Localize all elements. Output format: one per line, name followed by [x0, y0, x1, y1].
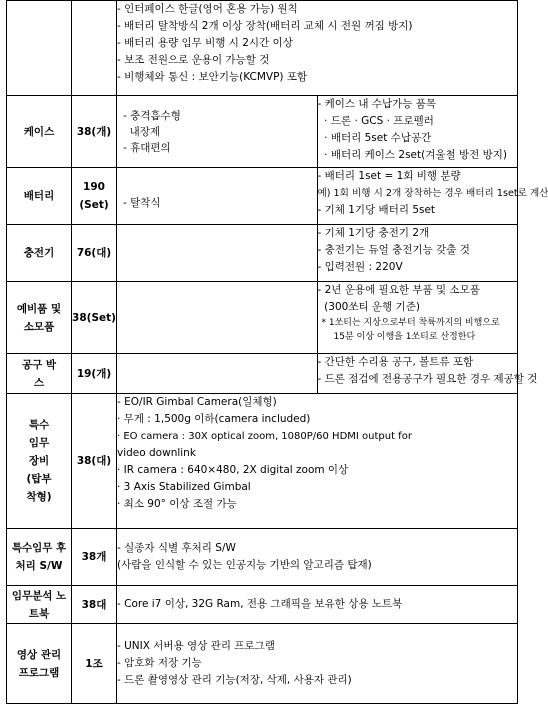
requirements-cell	[317, 282, 518, 354]
requirement-line: · 최소 90° 이상 조절 가능	[117, 498, 237, 510]
feature-line: - 충격흡수형	[123, 109, 181, 122]
requirements-cell	[317, 96, 518, 168]
requirement-line: - 보조 전원으로 운용이 가능할 것	[117, 54, 270, 66]
requirement-line: · 배터리 케이스 2set(겨울철 방전 방지)	[317, 149, 507, 161]
table-row-general	[7, 1, 518, 96]
feature-cell	[117, 96, 318, 168]
requirement-line: - 기체 1기당 배터리 5set	[317, 204, 436, 216]
item-name-cell: 특수임무 후처리 S/W	[7, 529, 72, 586]
requirements-cell	[117, 624, 518, 704]
quantity-cell: 38(대)	[72, 394, 117, 529]
requirements-cell	[117, 586, 518, 624]
requirement-line: 예) 1회 비행 시 2개 장착하는 경우 배터리 1set로 계산	[317, 188, 548, 199]
footnote-line: * 1쏘티는 지상으로부터 착륙까지의 비행으로	[321, 318, 500, 328]
requirement-line: (300쏘티 운행 기준)	[317, 301, 420, 313]
quantity-cell	[72, 1, 117, 96]
requirement-line: - 충전기는 듀얼 충전기능 갖출 것	[317, 244, 470, 256]
requirement-line: - 배터리 탈착방식 2개 이상 장착(배터리 교체 시 전원 꺼짐 방지)	[117, 20, 413, 32]
requirements-cell	[117, 394, 518, 529]
item-name-cell: 예비품 및 소모품	[7, 282, 72, 354]
item-name-cell: 충전기	[7, 225, 72, 282]
feature-line: 내장제	[123, 125, 161, 138]
requirement-line: - 드론 촬영영상 관리 기능(저장, 삭제, 사용자 관리)	[117, 674, 352, 686]
table-row-battery	[7, 168, 518, 225]
requirement-line: video downlink	[117, 447, 196, 459]
feature-cell	[117, 225, 318, 282]
requirements-cell	[117, 1, 518, 96]
table-row-case	[7, 96, 518, 168]
requirement-line: - 암호화 저장 기능	[117, 657, 202, 669]
table-row-charger	[7, 225, 518, 282]
quantity-cell: 38(Set)	[72, 282, 117, 354]
requirement-line: · EO camera : 30X optical zoom, 1080P/60 HDMI output for	[117, 431, 412, 442]
requirement-line: · 3 Axis Stabilized Gimbal	[117, 481, 251, 493]
item-name-cell: 공구 박스	[7, 354, 72, 394]
feature-line: - 휴대편의	[123, 141, 171, 154]
requirements-cell	[317, 354, 538, 394]
requirement-line: - 인터페이스 한글(영어 혼용 가능) 원칙	[117, 3, 298, 15]
requirement-line: (사람을 인식할 수 있는 인공지능 기반의 알고리즘 탑재)	[117, 559, 372, 571]
quantity-cell: 38개	[72, 529, 117, 586]
table-row-video-management	[7, 624, 518, 704]
requirement-line: - Core i7 이상, 32G Ram, 전용 그래픽을 보유한 상용 노트북	[117, 598, 403, 610]
requirement-line: - 2년 운용에 필요한 부품 및 소모품	[317, 284, 480, 296]
requirement-line: · 무게 : 1,500g 이하(camera included)	[117, 413, 311, 425]
requirement-line: · IR camera : 640×480, 2X digital zoom 이상	[117, 464, 349, 476]
table-row-toolbox	[7, 354, 518, 394]
requirement-line: - UNIX 서버용 영상 관리 프로그램	[117, 640, 275, 652]
footnote-line: 15분 이상 이행을 1쏘티로 산정한다	[333, 332, 476, 342]
requirement-line: - EO/IR Gimbal Camera(일체형)	[117, 396, 277, 408]
item-name-cell: 임무분석 노트북	[7, 586, 72, 624]
requirement-line: · 배터리 5set 수납공간	[317, 132, 432, 144]
quantity-cell: 38대	[72, 586, 117, 624]
feature-line: - 탈착식	[123, 197, 161, 209]
requirement-line: - 간단한 수리용 공구, 볼트류 포함	[317, 356, 474, 368]
requirements-cell	[117, 529, 518, 586]
requirement-line: - 배터리 1set = 1회 비행 분량	[317, 170, 461, 182]
table-row-mission-equipment	[7, 394, 518, 529]
item-name-cell: 케이스	[7, 96, 72, 168]
feature-cell	[117, 282, 318, 354]
table-row-postprocessing-sw	[7, 529, 518, 586]
requirement-line: - 비행체와 통신 : 보안기능(KCMVP) 포함	[117, 71, 308, 83]
item-name-cell: 배터리	[7, 168, 72, 225]
feature-cell	[117, 168, 318, 225]
requirements-cell	[317, 225, 518, 282]
quantity-cell: 19(개)	[72, 354, 117, 394]
quantity-cell: 1조	[72, 624, 117, 704]
quantity-cell: 190 (Set)	[72, 168, 117, 225]
requirement-line: - 배터리 용량 임무 비행 시 2시간 이상	[117, 37, 293, 49]
requirement-line: · 드론 · GCS · 프로펠러	[317, 115, 434, 127]
table-row-analysis-laptop	[7, 586, 518, 624]
quantity-cell: 38(개)	[72, 96, 117, 168]
requirement-line: - 케이스 내 수납가능 품목	[317, 98, 437, 110]
requirements-cell	[317, 168, 548, 225]
feature-cell	[117, 354, 318, 394]
requirement-line: - 입력전원 : 220V	[317, 261, 403, 273]
spec-table	[6, 0, 548, 704]
requirement-line: - 실종자 식별 후처리 S/W	[117, 542, 236, 554]
item-name-cell: 특수 임무 장비 (탑부 착형)	[7, 394, 72, 529]
table-row-spare-parts	[7, 282, 518, 354]
item-name-cell	[7, 1, 72, 96]
quantity-cell: 76(대)	[72, 225, 117, 282]
requirement-line: - 드론 점검에 전용공구가 필요한 경우 제공할 것	[317, 373, 538, 385]
item-name-cell: 영상 관리 프로그램	[7, 624, 72, 704]
requirement-line: - 기체 1기당 충전기 2개	[317, 227, 430, 239]
